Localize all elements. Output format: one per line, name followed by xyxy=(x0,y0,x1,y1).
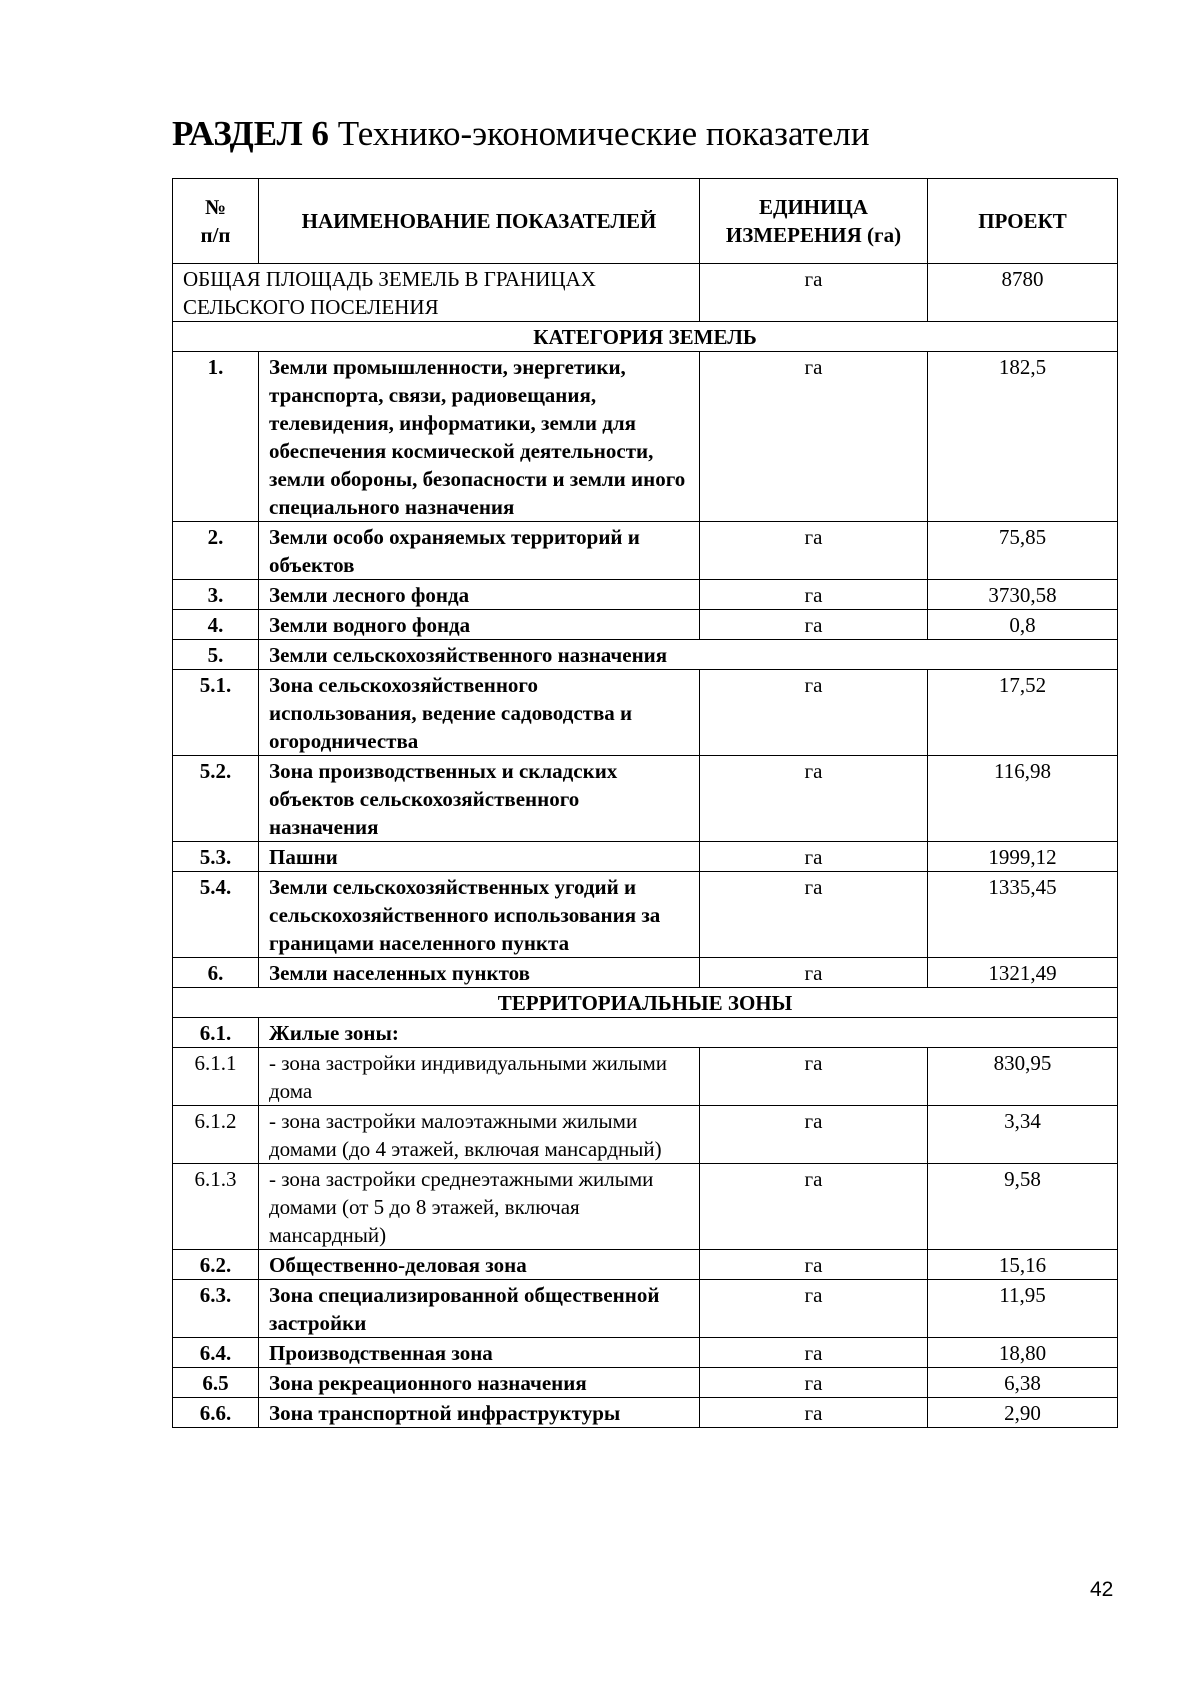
row-number: 6.3. xyxy=(173,1280,259,1338)
row-unit: га xyxy=(700,958,928,988)
row-unit: га xyxy=(700,1338,928,1368)
row-value: 116,98 xyxy=(928,756,1118,842)
row-unit: га xyxy=(700,1250,928,1280)
row-value: 0,8 xyxy=(928,610,1118,640)
row-number: 6.1.1 xyxy=(173,1048,259,1106)
row-unit: га xyxy=(700,872,928,958)
row-value: 6,38 xyxy=(928,1368,1118,1398)
table-row xyxy=(173,640,1118,670)
row-number: 5.4. xyxy=(173,872,259,958)
section-title: Технико-экономические показатели xyxy=(337,114,870,153)
table-row xyxy=(173,580,1118,610)
row-value: 17,52 xyxy=(928,670,1118,756)
row-value: 15,16 xyxy=(928,1250,1118,1280)
row-name: Зона производственных и складских объектов сельскохозяйственного назначения xyxy=(259,756,700,842)
row-unit: га xyxy=(700,580,928,610)
row-unit: га xyxy=(700,842,928,872)
row-name: - зона застройки индивидуальными жилыми дома xyxy=(259,1048,700,1106)
row-value: 830,95 xyxy=(928,1048,1118,1106)
row-value: 3,34 xyxy=(928,1106,1118,1164)
row-unit: га xyxy=(700,610,928,640)
row-unit: га xyxy=(700,1398,928,1428)
row-number: 6. xyxy=(173,958,259,988)
table-header-row xyxy=(173,179,1118,264)
row-number: 4. xyxy=(173,610,259,640)
row-number: 5.3. xyxy=(173,842,259,872)
table-row xyxy=(173,610,1118,640)
row-unit: га xyxy=(700,1164,928,1250)
row-number: 6.5 xyxy=(173,1368,259,1398)
row-number: 6.1. xyxy=(173,1018,259,1048)
row-number: 5.1. xyxy=(173,670,259,756)
section-header-land-categories: КАТЕГОРИЯ ЗЕМЕЛЬ xyxy=(173,322,1118,352)
row-value: 3730,58 xyxy=(928,580,1118,610)
row-name: Производственная зона xyxy=(259,1338,700,1368)
row-unit: га xyxy=(700,670,928,756)
table-row xyxy=(173,1280,1118,1338)
table-row xyxy=(173,1048,1118,1106)
table-row xyxy=(173,1164,1118,1250)
table-row xyxy=(173,352,1118,522)
row-value: 11,95 xyxy=(928,1280,1118,1338)
row-name: Земли населенных пунктов xyxy=(259,958,700,988)
row-number: 6.1.2 xyxy=(173,1106,259,1164)
table-row xyxy=(173,872,1118,958)
row-name: Зона рекреационного назначения xyxy=(259,1368,700,1398)
section-header-territorial-zones: ТЕРРИТОРИАЛЬНЫЕ ЗОНЫ xyxy=(173,988,1118,1018)
row-value: 182,5 xyxy=(928,352,1118,522)
row-number: 6.2. xyxy=(173,1250,259,1280)
row-unit: га xyxy=(700,352,928,522)
row-value: 75,85 xyxy=(928,522,1118,580)
row-name: Земли промышленности, энергетики, транспорта, связи, радиовещания, телевидения, информатики, земли для обеспечения космической деятельности, земли обороны, безопасности и земли иного специального назначения xyxy=(259,352,700,522)
section-row xyxy=(173,988,1118,1018)
row-name: Зона сельскохозяйственного использования, ведение садоводства и огородничества xyxy=(259,670,700,756)
row-value: 9,58 xyxy=(928,1164,1118,1250)
header-num: № п/п xyxy=(173,179,259,264)
row-unit: га xyxy=(700,522,928,580)
page-number: 42 xyxy=(1090,1578,1114,1601)
table-row xyxy=(173,522,1118,580)
row-name: Земли лесного фонда xyxy=(259,580,700,610)
row-name: Зона транспортной инфраструктуры xyxy=(259,1398,700,1428)
total-name: ОБЩАЯ ПЛОЩАДЬ ЗЕМЕЛЬ В ГРАНИЦАХ СЕЛЬСКОГО ПОСЕЛЕНИЯ xyxy=(173,264,700,322)
row-name: Жилые зоны: xyxy=(259,1018,1118,1048)
table-row xyxy=(173,1338,1118,1368)
row-number: 5. xyxy=(173,640,259,670)
row-number: 6.6. xyxy=(173,1398,259,1428)
row-name: - зона застройки малоэтажными жилыми домами (до 4 этажей, включая мансардный) xyxy=(259,1106,700,1164)
table-row xyxy=(173,1106,1118,1164)
table-row xyxy=(173,958,1118,988)
row-unit: га xyxy=(700,1280,928,1338)
page-title xyxy=(172,112,870,156)
row-value: 1999,12 xyxy=(928,842,1118,872)
table-row xyxy=(173,842,1118,872)
table-row xyxy=(173,1250,1118,1280)
row-number: 3. xyxy=(173,580,259,610)
row-unit: га xyxy=(700,1106,928,1164)
row-name: Земли особо охраняемых территорий и объектов xyxy=(259,522,700,580)
row-value: 2,90 xyxy=(928,1398,1118,1428)
row-name: Зона специализированной общественной застройки xyxy=(259,1280,700,1338)
indicators-table xyxy=(172,178,1118,1428)
row-unit: га xyxy=(700,1048,928,1106)
total-unit: га xyxy=(700,264,928,322)
row-unit: га xyxy=(700,1368,928,1398)
header-name: НАИМЕНОВАНИЕ ПОКАЗАТЕЛЕЙ xyxy=(259,179,700,264)
row-name: - зона застройки среднеэтажными жилыми домами (от 5 до 8 этажей, включая мансардный) xyxy=(259,1164,700,1250)
row-number: 6.4. xyxy=(173,1338,259,1368)
row-value: 1321,49 xyxy=(928,958,1118,988)
row-name: Пашни xyxy=(259,842,700,872)
row-number: 6.1.3 xyxy=(173,1164,259,1250)
table-row xyxy=(173,756,1118,842)
table-row xyxy=(173,670,1118,756)
row-number: 5.2. xyxy=(173,756,259,842)
row-number: 2. xyxy=(173,522,259,580)
total-row xyxy=(173,264,1118,322)
table-row xyxy=(173,1368,1118,1398)
header-unit: ЕДИНИЦА ИЗМЕРЕНИЯ (га) xyxy=(700,179,928,264)
row-name: Земли сельскохозяйственного назначения xyxy=(259,640,1118,670)
row-name: Земли сельскохозяйственных угодий и сельскохозяйственного использования за границами населенного пункта xyxy=(259,872,700,958)
section-label: РАЗДЕЛ 6 xyxy=(172,114,329,153)
header-project: ПРОЕКТ xyxy=(928,179,1118,264)
row-value: 1335,45 xyxy=(928,872,1118,958)
row-name: Общественно-деловая зона xyxy=(259,1250,700,1280)
table-row xyxy=(173,1398,1118,1428)
section-row xyxy=(173,322,1118,352)
row-value: 18,80 xyxy=(928,1338,1118,1368)
row-number: 1. xyxy=(173,352,259,522)
total-value: 8780 xyxy=(928,264,1118,322)
table-row xyxy=(173,1018,1118,1048)
row-name: Земли водного фонда xyxy=(259,610,700,640)
row-unit: га xyxy=(700,756,928,842)
